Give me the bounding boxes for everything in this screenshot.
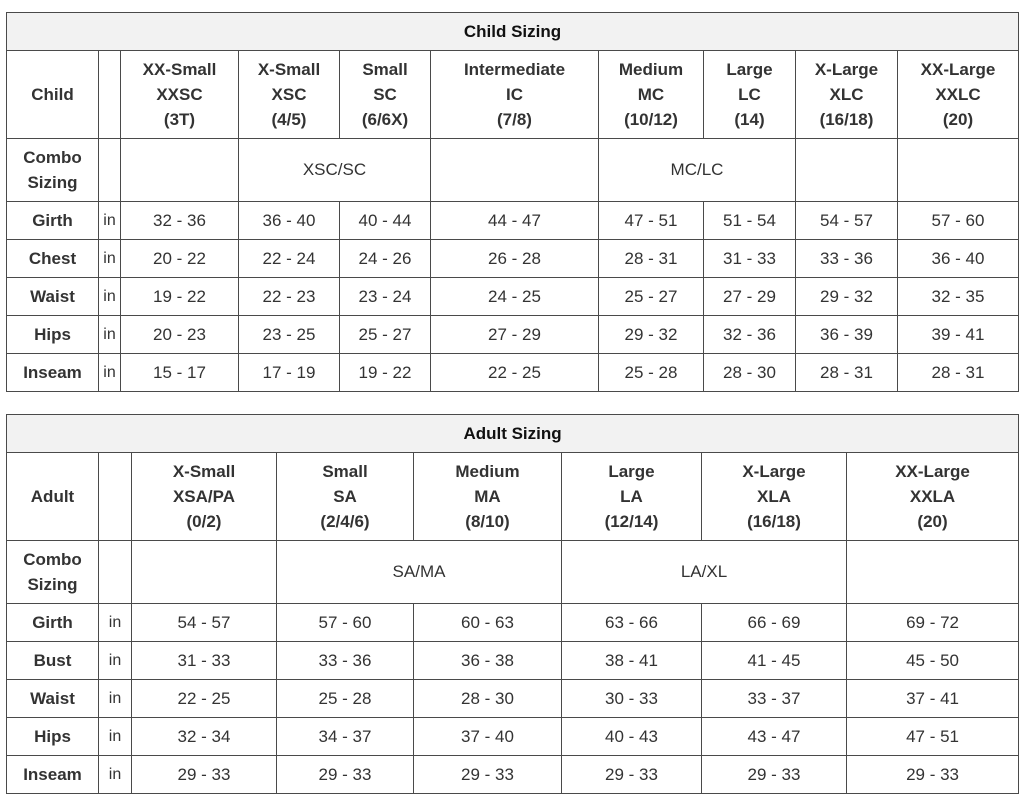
table-row	[7, 202, 1019, 240]
value-cell: 24 - 25	[431, 278, 599, 316]
row-label-chest: Chest	[7, 240, 99, 278]
value-cell: 28 - 31	[796, 354, 898, 392]
value-cell: 28 - 31	[898, 354, 1019, 392]
unit-cell: in	[99, 604, 132, 642]
value-cell: 54 - 57	[796, 202, 898, 240]
value-cell: 22 - 25	[132, 680, 277, 718]
size-header-xxsc: XX-Small XXSC (3T)	[121, 51, 239, 139]
unit-cell: in	[99, 756, 132, 794]
value-cell: 32 - 35	[898, 278, 1019, 316]
value-cell: 17 - 19	[239, 354, 340, 392]
table-row	[7, 278, 1019, 316]
unit-cell: in	[99, 680, 132, 718]
value-cell: 39 - 41	[898, 316, 1019, 354]
unit-cell: in	[99, 718, 132, 756]
size-header-mc: Medium MC (10/12)	[599, 51, 704, 139]
size-header-xla: X-Large XLA (16/18)	[702, 453, 847, 541]
size-header-xxlc: XX-Large XXLC (20)	[898, 51, 1019, 139]
value-cell: 25 - 28	[277, 680, 414, 718]
combo-cell-empty	[847, 541, 1019, 604]
value-cell: 37 - 40	[414, 718, 562, 756]
value-cell: 25 - 27	[599, 278, 704, 316]
size-header-la: Large LA (12/14)	[562, 453, 702, 541]
value-cell: 19 - 22	[121, 278, 239, 316]
combo-cell-empty	[132, 541, 277, 604]
table-row	[7, 756, 1019, 794]
value-cell: 29 - 32	[796, 278, 898, 316]
size-header-ic: Intermediate IC (7/8)	[431, 51, 599, 139]
value-cell: 28 - 30	[414, 680, 562, 718]
child-sizing-table	[6, 12, 1019, 392]
size-header-ma: Medium MA (8/10)	[414, 453, 562, 541]
value-cell: 36 - 38	[414, 642, 562, 680]
value-cell: 69 - 72	[847, 604, 1019, 642]
combo-group-la-xl: LA/XL	[562, 541, 847, 604]
value-cell: 22 - 25	[431, 354, 599, 392]
value-cell: 29 - 33	[847, 756, 1019, 794]
row-label-bust: Bust	[7, 642, 99, 680]
value-cell: 31 - 33	[132, 642, 277, 680]
row-label-girth: Girth	[7, 202, 99, 240]
value-cell: 29 - 33	[562, 756, 702, 794]
value-cell: 31 - 33	[704, 240, 796, 278]
value-cell: 19 - 22	[340, 354, 431, 392]
unit-cell: in	[99, 240, 121, 278]
table-row	[7, 240, 1019, 278]
row-label-waist: Waist	[7, 278, 99, 316]
size-header-lc: Large LC (14)	[704, 51, 796, 139]
value-cell: 32 - 34	[132, 718, 277, 756]
table-row	[7, 316, 1019, 354]
value-cell: 36 - 40	[239, 202, 340, 240]
combo-sizing-label: Combo Sizing	[7, 541, 99, 604]
unit-cell: in	[99, 354, 121, 392]
value-cell: 32 - 36	[121, 202, 239, 240]
value-cell: 54 - 57	[132, 604, 277, 642]
unit-cell: in	[99, 642, 132, 680]
value-cell: 45 - 50	[847, 642, 1019, 680]
unit-header-cell	[99, 51, 121, 139]
adult-corner-label: Adult	[7, 453, 99, 541]
value-cell: 29 - 33	[702, 756, 847, 794]
combo-cell-empty	[898, 139, 1019, 202]
value-cell: 25 - 28	[599, 354, 704, 392]
value-cell: 20 - 23	[121, 316, 239, 354]
value-cell: 38 - 41	[562, 642, 702, 680]
value-cell: 32 - 36	[704, 316, 796, 354]
value-cell: 57 - 60	[898, 202, 1019, 240]
value-cell: 29 - 33	[277, 756, 414, 794]
table-row	[7, 604, 1019, 642]
value-cell: 20 - 22	[121, 240, 239, 278]
child-table-title: Child Sizing	[7, 13, 1019, 51]
child-corner-label: Child	[7, 51, 99, 139]
value-cell: 44 - 47	[431, 202, 599, 240]
value-cell: 36 - 39	[796, 316, 898, 354]
unit-cell: in	[99, 316, 121, 354]
value-cell: 57 - 60	[277, 604, 414, 642]
value-cell: 30 - 33	[562, 680, 702, 718]
combo-sizing-label: Combo Sizing	[7, 139, 99, 202]
value-cell: 51 - 54	[704, 202, 796, 240]
value-cell: 27 - 29	[704, 278, 796, 316]
value-cell: 33 - 36	[796, 240, 898, 278]
value-cell: 60 - 63	[414, 604, 562, 642]
row-label-waist: Waist	[7, 680, 99, 718]
value-cell: 27 - 29	[431, 316, 599, 354]
combo-group-xsc-sc: XSC/SC	[239, 139, 431, 202]
value-cell: 43 - 47	[702, 718, 847, 756]
row-label-girth: Girth	[7, 604, 99, 642]
value-cell: 22 - 23	[239, 278, 340, 316]
value-cell: 47 - 51	[847, 718, 1019, 756]
value-cell: 22 - 24	[239, 240, 340, 278]
combo-cell-empty	[121, 139, 239, 202]
adult-sizing-table	[6, 414, 1019, 794]
combo-group-sa-ma: SA/MA	[277, 541, 562, 604]
value-cell: 23 - 25	[239, 316, 340, 354]
value-cell: 15 - 17	[121, 354, 239, 392]
value-cell: 40 - 44	[340, 202, 431, 240]
table-row	[7, 680, 1019, 718]
combo-cell-empty	[431, 139, 599, 202]
unit-cell: in	[99, 202, 121, 240]
row-label-inseam: Inseam	[7, 756, 99, 794]
value-cell: 33 - 37	[702, 680, 847, 718]
value-cell: 66 - 69	[702, 604, 847, 642]
value-cell: 24 - 26	[340, 240, 431, 278]
unit-cell: in	[99, 278, 121, 316]
size-header-xlc: X-Large XLC (16/18)	[796, 51, 898, 139]
value-cell: 37 - 41	[847, 680, 1019, 718]
row-label-inseam: Inseam	[7, 354, 99, 392]
adult-table-title: Adult Sizing	[7, 415, 1019, 453]
value-cell: 29 - 32	[599, 316, 704, 354]
size-header-xxla: XX-Large XXLA (20)	[847, 453, 1019, 541]
value-cell: 47 - 51	[599, 202, 704, 240]
size-header-sc: Small SC (6/6X)	[340, 51, 431, 139]
table-row	[7, 718, 1019, 756]
combo-group-mc-lc: MC/LC	[599, 139, 796, 202]
table-row	[7, 642, 1019, 680]
value-cell: 29 - 33	[132, 756, 277, 794]
table-row	[7, 354, 1019, 392]
value-cell: 23 - 24	[340, 278, 431, 316]
value-cell: 41 - 45	[702, 642, 847, 680]
value-cell: 26 - 28	[431, 240, 599, 278]
size-header-sa: Small SA (2/4/6)	[277, 453, 414, 541]
value-cell: 28 - 30	[704, 354, 796, 392]
unit-cell	[99, 541, 132, 604]
value-cell: 40 - 43	[562, 718, 702, 756]
size-header-xsc: X-Small XSC (4/5)	[239, 51, 340, 139]
unit-header-cell	[99, 453, 132, 541]
row-label-hips: Hips	[7, 316, 99, 354]
value-cell: 28 - 31	[599, 240, 704, 278]
value-cell: 29 - 33	[414, 756, 562, 794]
row-label-hips: Hips	[7, 718, 99, 756]
value-cell: 25 - 27	[340, 316, 431, 354]
value-cell: 33 - 36	[277, 642, 414, 680]
value-cell: 36 - 40	[898, 240, 1019, 278]
value-cell: 63 - 66	[562, 604, 702, 642]
size-header-xsa: X-Small XSA/PA (0/2)	[132, 453, 277, 541]
value-cell: 34 - 37	[277, 718, 414, 756]
unit-cell	[99, 139, 121, 202]
combo-cell-empty	[796, 139, 898, 202]
